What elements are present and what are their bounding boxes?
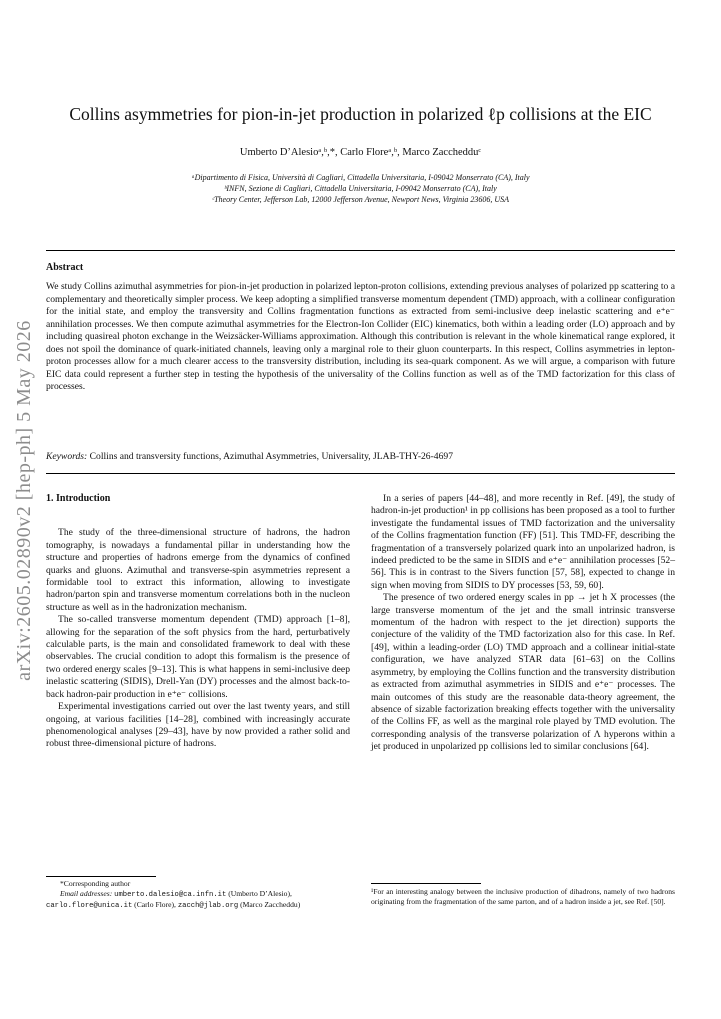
abstract-divider bbox=[46, 473, 675, 474]
abstract-text: We study Collins azimuthal asymmetries for pion-in-jet production in polarized lepton-proton collisions, extending previous analyses of polarized pp scattering to a complementary and theoretically simpler process. We keep adopting a simplified transverse momentum dependent (TMD) approach, with a collinear configuration for the initial state, and employ the transversity and Collins fragmentation functions as extracted from semi-inclusive deep inelastic scattering and e⁺e⁻ annihilation processes. We then compute azimuthal asymmetries for the Electron-Ion Collider (EIC) kinematics, both within a leading order (LO) approach and by including quasireal photon exchange in the Weizsäcker-Williams approximation. Although this contribution is relevant in the whole kinematical range explored, it does not spoil the dominance of quark-initiated channels, leaving only a marginal role to their gluon counterparts. In this respect, Collins asymmetries in lepton-proton processes allow for a much clearer access to the transversity distribution, including its sea-quark component. As we will argue, a comparison with future EIC data could represent a further step in testing the hypothesis of the universality of the Collins function as well as of the TMD factorization for this class of processes. bbox=[46, 281, 675, 392]
email-owner: (Carlo Flore), bbox=[134, 900, 176, 909]
arxiv-identifier: arXiv:2605.02890v2 [hep-ph] 5 May 2026 bbox=[12, 319, 35, 681]
keywords-label: Keywords: bbox=[46, 451, 88, 462]
body-paragraph: The presence of two ordered energy scales in pp → jet h X processes (the large transverse momentum of the jet and the small intrinsic transverse momentum of the hadron with respect to the jet direction) supports the conjecture of the validity of the TMD factorization also for this case. In Ref. [49], within a leading-order (LO) TMD approach and a collinear initial-state configuration, we have analyzed STAR data [61–63] on the Collins asymmetry, by employing the Collins function and the transversity distribution as extracted from azimuthal asymmetries in SIDIS and e⁺e⁻ processes. The main outcomes of this study are the reasonable data-theory agreement, the absence of sizable factorization breaking effects together with the universality of the Collins FF, as well as the marginal role played by TMD evolution. The corresponding analysis of the transverse polarization of Λ hyperons within a jet produced in unpolarized pp collisions led to similar conclusions [64]. bbox=[371, 592, 675, 753]
paper-title: Collins asymmetries for pion-in-jet production in polarized ℓp collisions at the EIC bbox=[69, 104, 652, 124]
header-divider bbox=[46, 250, 675, 251]
author-list: Umberto D’Alesioᵃ,ᵇ,*, Carlo Floreᵃ,ᵇ, Marco Zacchedduᶜ bbox=[239, 147, 482, 158]
footnote-1: ¹For an interesting analogy between the inclusive production of dihadrons, namely of two hadrons originating from the fragmentation of the same parton, and of a hadron inside a jet, see Ref. [50]. bbox=[371, 887, 675, 906]
email-owner: (Marco Zaccheddu) bbox=[240, 900, 301, 909]
arxiv-stamp bbox=[6, 300, 42, 700]
email-owner: (Umberto D’Alesio), bbox=[228, 889, 292, 898]
footnote-divider-left bbox=[46, 876, 156, 877]
body-paragraph: The study of the three-dimensional structure of hadrons, the hadron tomography, is nowadays a fundamental pillar in understanding how the structure and properties of hadrons emerge from the dynamics of confined quarks and gluons. Azimuthal and transverse-spin asymmetries represent a formidable tool to extract this information, allowing to investigate hadron/parton spin and transverse momentum correlations both in the nucleon structure as well as in the hadronization mechanism. bbox=[46, 527, 350, 613]
email-link[interactable]: carlo.flore@unica.it bbox=[46, 902, 133, 910]
affiliations bbox=[46, 172, 675, 205]
affiliation-a: ᵃDipartimento di Fisica, Università di Cagliari, Cittadella Universitaria, I-09042 Monserrato (CA), Italy bbox=[191, 173, 530, 182]
email-link[interactable]: zacch@jlab.org bbox=[177, 902, 239, 910]
keywords-text: Collins and transversity functions, Azimuthal Asymmetries, Universality, JLAB-THY-26-4697 bbox=[89, 451, 453, 462]
email-link[interactable]: umberto.dalesio@ca.infn.it bbox=[114, 891, 227, 899]
affiliation-c: ᶜTheory Center, Jefferson Lab, 12000 Jefferson Avenue, Newport News, Virginia 23606, USA bbox=[211, 195, 510, 204]
corresponding-label: *Corresponding author bbox=[60, 879, 131, 888]
right-column bbox=[371, 493, 675, 754]
body-paragraph: Experimental investigations carried out over the last twenty years, and still ongoing, at various facilities [14–28], combined with increasingly accurate phenomenological analyses [29–43], have by now provided a rather solid and robust three-dimensional picture of hadrons. bbox=[46, 701, 350, 750]
section-heading: 1. Introduction bbox=[46, 493, 111, 504]
footnote-divider-right bbox=[371, 883, 481, 884]
abstract-heading: Abstract bbox=[46, 262, 84, 273]
corresponding-author-footnote bbox=[46, 879, 350, 911]
keywords bbox=[46, 451, 675, 464]
body-paragraph: The so-called transverse momentum dependent (TMD) approach [1–8], allowing for the separation of the soft physics from the hard, perturbatively calculable parts, is the main and consolidated framework to deal with these observables. The crucial condition to adopt this formalism is the presence of two ordered energy scales [9–13]. This is what happens in semi-inclusive deep inelastic scattering (SIDIS), Drell-Yan (DY) processes and the almost back-to-back hadron-pair production in e⁺e⁻ collisions. bbox=[46, 614, 350, 700]
body-paragraph: In a series of papers [44–48], and more recently in Ref. [49], the study of hadron-in-jet production¹ in pp collisions has been proposed as a tool to further investigate the fundamental issues of TMD factorization and the universality of the Collins fragmentation function (FF) [51]. This TMD-FF, describing the fragmentation of a transversely polarized quark into an unpolarized hadron, is indeed predicted to be the same in SIDIS and e⁺e⁻ annihilation processes [52–56]. This is in contrast to the Sivers function [57, 58], expected to change in sign when moving from SIDIS to DY processes [53, 59, 60]. bbox=[371, 493, 675, 591]
email-label: Email addresses: bbox=[60, 889, 113, 898]
left-column bbox=[46, 493, 350, 751]
affiliation-b: ᵇINFN, Sezione di Cagliari, Cittadella Universitaria, I-09042 Monserrato (CA), Italy bbox=[224, 184, 497, 193]
